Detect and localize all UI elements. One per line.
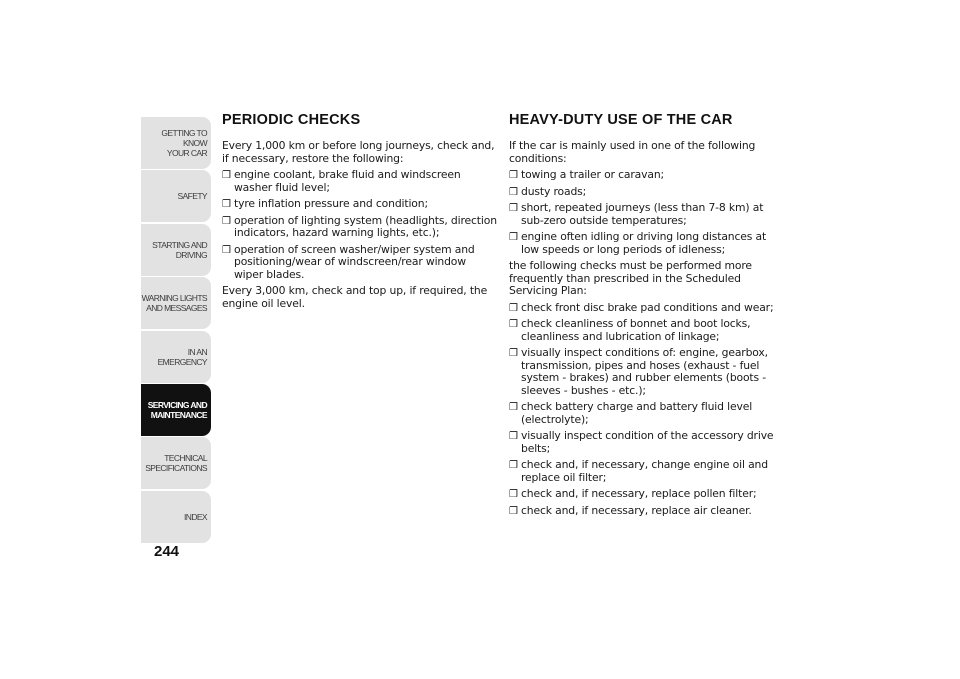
list-item-text: visually inspect conditions of: engine, gearbox, transmission, pipes and hoses (exhaust - fuel system - brakes) and rubber elements (boots - sleeves - bushes - etc.); [521, 346, 768, 397]
periodic-checks-heading: PERIODIC CHECKS [222, 112, 361, 128]
list-item-text: operation of lighting system (headlights, direction indicators, hazard warning lights, etc.); [234, 213, 497, 239]
list-item [509, 318, 785, 343]
list-item [509, 401, 785, 426]
list-item [222, 169, 498, 194]
list-item [509, 505, 785, 518]
checkbox-icon: ❒ [222, 170, 231, 181]
checkbox-icon: ❒ [222, 244, 231, 256]
list-item [509, 347, 785, 397]
tab-starting-and-driving[interactable]: STARTING AND DRIVING [141, 224, 211, 276]
tab-safety[interactable]: SAFETY [141, 170, 211, 222]
list-item-text: visually inspect condition of the accessory drive belts; [521, 429, 774, 455]
list-item-text: check and, if necessary, replace air cleaner. [521, 503, 752, 517]
list-item-text: check cleanliness of bonnet and boot locks, cleanliness and lubrication of linkage; [521, 317, 751, 343]
checkbox-icon: ❒ [222, 215, 231, 227]
tab-technical-specifications[interactable]: TECHNICAL SPECIFICATIONS [141, 437, 211, 489]
list-item [509, 302, 785, 315]
list-item-text: check and, if necessary, change engine oil and replace oil filter; [521, 458, 768, 484]
heavy-duty-heading: HEAVY-DUTY USE OF THE CAR [509, 112, 733, 128]
list-item-text: check battery charge and battery fluid level (electrolyte); [521, 400, 753, 426]
tab-in-an-emergency[interactable]: IN AN EMERGENCY [141, 331, 211, 383]
checkbox-icon: ❒ [509, 431, 518, 442]
checkbox-icon: ❒ [222, 199, 231, 210]
heavy-duty-middle: the following checks must be performed more frequently than prescribed in the Scheduled Servicing Plan: [509, 259, 752, 297]
heavy-duty-conditions-list [509, 169, 785, 256]
list-item [509, 488, 785, 501]
list-item [222, 244, 498, 282]
list-item-text: towing a trailer or caravan; [521, 168, 665, 181]
heavy-duty-checks-list [509, 302, 785, 518]
tab-warning-lights-and-messages[interactable]: WARNING LIGHTS AND MESSAGES [141, 277, 211, 329]
list-item-text: operation of screen washer/wiper system and positioning/wear of windscreen/rear window wiper blades. [234, 242, 475, 281]
list-item-text: engine often idling or driving long distances at low speeds or long periods of idleness; [521, 230, 767, 256]
heavy-duty-intro: If the car is mainly used in one of the following conditions: [509, 139, 756, 165]
checkbox-icon: ❒ [509, 348, 518, 359]
list-item [509, 169, 785, 182]
checkbox-icon: ❒ [509, 232, 518, 243]
list-item-text: check and, if necessary, replace pollen filter; [521, 487, 757, 500]
checkbox-icon: ❒ [509, 186, 518, 198]
heavy-duty-section [509, 111, 785, 521]
list-item-text: short, repeated journeys (less than 7-8 km) at sub-zero outside temperatures; [521, 201, 764, 227]
list-item [509, 231, 785, 256]
tab-getting-to-know-your-car[interactable]: GETTING TO KNOW YOUR CAR [141, 117, 211, 169]
tab-index[interactable]: INDEX [141, 491, 211, 543]
checkbox-icon: ❒ [509, 489, 518, 500]
checkbox-icon: ❒ [509, 505, 518, 517]
checkbox-icon: ❒ [509, 203, 518, 214]
list-item-text: tyre inflation pressure and condition; [234, 197, 428, 210]
periodic-checks-section [222, 111, 498, 314]
list-item [509, 202, 785, 227]
list-item-text: dusty roads; [521, 184, 587, 198]
list-item [222, 198, 498, 211]
checkbox-icon: ❒ [509, 402, 518, 413]
checkbox-icon: ❒ [509, 460, 518, 471]
tab-servicing-and-maintenance[interactable]: SERVICING AND MAINTENANCE [141, 384, 211, 436]
list-item-text: check front disc brake pad conditions and wear; [521, 300, 774, 314]
page-number: 244 [154, 543, 180, 560]
checkbox-icon: ❒ [509, 302, 518, 314]
periodic-checks-outro: Every 3,000 km, check and top up, if required, the engine oil level. [222, 284, 488, 310]
periodic-checks-list [222, 169, 498, 281]
checkbox-icon: ❒ [509, 319, 518, 330]
list-item [509, 430, 785, 455]
chapter-tabs [141, 117, 211, 544]
list-item-text: engine coolant, brake fluid and windscreen washer fluid level; [234, 168, 461, 194]
list-item [222, 215, 498, 240]
periodic-checks-intro: Every 1,000 km or before long journeys, check and, if necessary, restore the following: [222, 139, 495, 165]
list-item [509, 459, 785, 484]
checkbox-icon: ❒ [509, 170, 518, 181]
list-item [509, 186, 785, 199]
